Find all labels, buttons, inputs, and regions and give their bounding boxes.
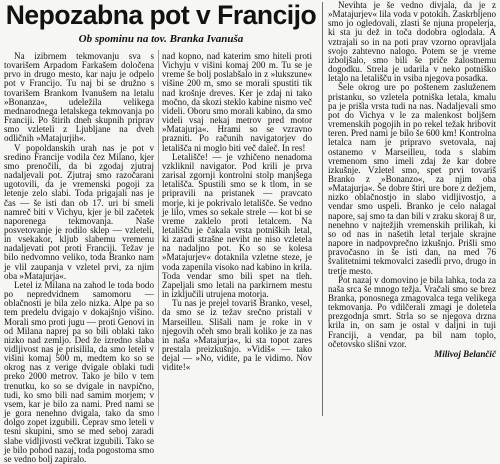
paragraph: Letel iz Milana na zahod le toda bodo po nepredvidnem samomoru — oblačnosti je bila zelo nizka. Alpe pa so tem predelu dvigajo v dokajšnjo višino. Morali smo proti jugu — proti Genovi in od Milana naprej pa so bili oblaki tako nizko nad zemljo. Ded že izredno slaba vidljivost nas je prisilila, da smo leteli v višini komaj 500 m, medtem ko so se okrog nas z verige dvigale oblaki tudi preko 2000 metrov. Tako je bilo v tem trenutku, ko so se dvigale in navpično, tudi, ko smo bili nad samim morjem; v vsem, kar je bilo za nami. Pred nami se je gora nenehno dvigala, tako da smo dolgo zopet izgubili. Čeprav smo leteli v tesni skupini, smo se med seboj zaradi slabe vidljivosti večkrat izgubili. Tako se je bilo pohod nazaj, toda pogostoma smo se vedno bolj zapiralo. — [4, 279, 154, 464]
article-column-3 — [328, 1, 496, 418]
article-subheadline: Ob spominu na tov. Branka Ivanuša — [78, 33, 244, 45]
paragraph: V popoldanskih urah nas je pot v sredino Francije vodila čez Milano, kjer smo prenočili, da bi zgodaj zjutraj nadaljevali pot. Zjutraj smo razočarani ugotovili, da je vremenski pogoji za letenje zelo slabi. Toda prigajali nas je čas — še isti dan ob 17. uri bi smeli namreč biti v Vichyu, kjer je bil začetek naporenega tekmovanja. Naše posvetovanje je rodilo sklep — vzleteli, in vsekakor, kljub slabemu vremenu nadaljevati pot proti Franciji. Težav je bilo nedvomno veliko, toda Branko nam je vlil zaupanja v vzletel prvi, za njim oba »Matajurja«. — [4, 142, 154, 281]
paragraph: Tu nas je prejel tovariš Branko, vesel, da smo se iz težav srečno pristali v Marseilleu. Slišali nam je roke in v njegovih očeh smo brali koliko je za nas in naša »Matajurja«, ki sta topot zares prestala preizkušnjo. »Vidiš« — tako dejal — »No, vidite, pa le vidimo. Nov vidite!« — [162, 298, 312, 373]
article-column-1 — [4, 51, 154, 464]
paragraph: Na izibrnem tekmovanju sva s tovarišem Arpadom Farkašem določena prvo in drugo mesto, kar naju je odpelo pot v Francijo. Tu naj bi se družno s tovarišem Brankom Ivanušem na letalu »Bonanza«, udeležila velikega mednarodnega letalskega tekmovanja po Franciji. Po štirih dneh skupnih priprav smo vzleteli z Ljubljane na dveh odličnih »Matajurjih«. — [4, 51, 154, 144]
paragraph: Šele okrog ure po poštenem zasluženem pristanku, so vzletela potniška letala, kmalu pa je prišla vrsta tudi na nas. Nadaljevali smo pot do Vichya v le za malenkost boljšem vremenskih pogojih in po rekel težak hribovit teren. Pred nami je bilo še 600 km! Kontrolna letalca nam je pripravo svetovala, naj ostanemo v Marseilleu, toda s slabim vremenom smo imeli zdaj že kar dobre izkušnje. Vzletel smo, spet prvi tovariš Branko z »Bonanzo«, za njim oba »Matajurja«. Še dobre štiri ure bore z dežjem, nizko oblačnostjo in slabo vidljivostjo, a vendar smo uspeli. Branko je celo nalagal napore, saj smo ta dan bili v zraku skoraj 8 ur, nenehno v najtežjih vremenskih prilikah, ki so od nas in našetih letal terjale skrajne napore in nadpovprečno izkušnjo. Prišli smo pravočasno in še isti dan, na med 76 švalitetnimi tekmovalci zasedli prvo, drugo in tretje mesto. — [328, 82, 496, 276]
column-divider — [322, 2, 323, 416]
paragraph: nad kopno, nad katerim smo hiteli proti Vichyju v višini komaj 200 m. Tu se je vreme še bolj poslabšalo in z »lukszune« višine 200 m, smo se morali spustiti tik nad krošnje dreves. Ker je zdaj ni tako močno, da skozi steklo kabine nismo več videli. Oboru smo morali kabino, da smo videli vsaj nekaj metrov pred motor »Matajurja«. Hrami so se vzravno prazniti. Po računih navigatorjev do letališča ni moglo biti več daleč. In res! — [162, 51, 312, 153]
paragraph: Nevihta je še vedno divjala, da je z »Matajurjev« lila voda v potokih. Zaskrbljeno smo jo ogledovali, zlasti še njuna propelerja, ki sta ju dež in toča dodobra oglodala. A vztrajali so in na poti prav vzorno opravljala svojo zahtevno nalogo. Potem se je vreme izboljšalo, smo bili še priče žalostnemu dogodku. Strela je udarila v neko potniško letalo na letališču in vsiba njegova posadka. — [328, 0, 496, 84]
column-divider — [158, 50, 159, 416]
article-headline: Nepozabna pot v Francijo — [5, 0, 317, 30]
article-column-2 — [162, 52, 312, 418]
author-signature: Milivoj Belančič — [434, 348, 496, 359]
paragraph: Pot nazaj v domovino je bila lahka, toda za naša srca še mnogo težja. Vračali smo se brez Branka, ponosnega zmagovalca tega velikega tekmovanja. Po vdilčerali zmagi je doletela prezgodnja smrt. Strla so se njegova drzna krila in, on sam je ostal v daljni in tuji Franciji, a vendar, pa bil nam toplo, očetovsko slišni vzor. — [328, 274, 496, 349]
paragraph: Letališče! — je vzhičeno nenadoma vzkliknil navigator. Pod krili je prva zarisal zgornji kontrolni stolp manjšega letališča. Spustili smo se k tlom, in se pripravili na pristanek — pravcato morje, ki je pokrivalo letališče. Se vedno je lilo, vmes so sekale strele — kot bi se vreme zaklelo proti letalcem. Na letališču je čakala vrsta potniških letal, ki zaradi strašne neviht ne niso vzletela na nadaljno pot. Ko so se kolesa »Matajurjev« dotaknila vzletne steze, je voda zapenila visoko nad kabino in krila. Toda vendar smo bili spet na tleh. Zapeljali smo letali na parkirnem mestu in izključili utrujena motorja. — [162, 151, 312, 300]
